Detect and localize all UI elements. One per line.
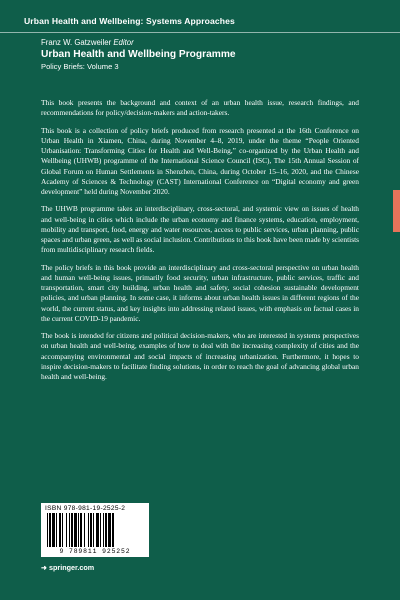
barcode-bar xyxy=(88,513,89,547)
barcode-bar xyxy=(74,513,77,547)
barcode-bar xyxy=(69,513,70,547)
paragraph-1: This book presents the background and context of an urban health issue, research findings, and recommendations for policy/decision-makers and action-takers. xyxy=(41,98,359,118)
barcode-bar xyxy=(90,513,92,547)
barcode-bar xyxy=(78,513,79,547)
paragraph-4: The policy briefs in this book provide an interdisciplinary and cross-sectoral perspective on urban health and human well-being issues, primarily food security, urban infrastructure, public services, traffic and transportation, smart city building, urban health and safety, social cohesion sustainable development policies, and urban planning. In some case, it informs about urban health issues in different regions of the world, the current status, and key insights into addressing related issues, with emphasis on factual cases in the current COVID-19 pandemic. xyxy=(41,262,359,323)
barcode-bar xyxy=(56,513,57,547)
barcode-bar xyxy=(80,513,82,547)
side-color-tab xyxy=(393,190,400,232)
barcode-bar xyxy=(59,513,61,547)
barcode-digits: 9 789811 925252 xyxy=(59,548,131,555)
paragraph-3: The UHWB programme takes an interdisciplinary, cross-sectoral, and systemic view on issues of health and well-being in cities which include the urban economy and finance systems, education, employment, mobility and transport, food, energy and water resources, access to public services, urban planning, public spaces and urban green, as well as social inclusion. Contributions to this book have been made by scientists from multidisciplinary research fields. xyxy=(41,204,359,255)
barcode-bar xyxy=(52,513,55,547)
barcode-bar xyxy=(96,513,99,547)
editor-role: Editor xyxy=(113,38,134,47)
barcode-bar xyxy=(105,513,107,547)
barcode-bar xyxy=(108,513,111,547)
isbn-label: ISBN 978-981-19-2525-2 xyxy=(45,505,126,512)
editor-name: Franz W. Gatzweiler xyxy=(41,38,112,47)
paragraph-2: This book is a collection of policy briefs produced from research presented at the 16th Conference on Urban Health in Xiamen, China, during November 4–8, 2019, under the theme “People Oriented Urbanisation: Transforming Cities for Health and Well-Being,” co-organized by the Urban Health and Wellbeing (UHWB) programme of the International Science Council (ISC), The 15th Annual Session of Global Forum on Human Settlements in Shenzhen, China, during October 15–16, 2020, and the Chinese Academy of Sciences & Technology (CAST) International Conference on “Digital economy and green development” held during November 2020. xyxy=(41,125,359,196)
series-divider xyxy=(0,32,400,33)
barcode-bar xyxy=(84,513,85,547)
book-subtitle: Policy Briefs: Volume 3 xyxy=(41,62,119,71)
barcode-graphic xyxy=(45,513,145,547)
publisher-url: springer.com xyxy=(49,563,95,572)
barcode-bar xyxy=(100,513,101,547)
barcode-box xyxy=(41,503,149,557)
barcode-bar xyxy=(62,513,63,547)
publisher-link[interactable] xyxy=(41,563,94,572)
paragraph-5: The book is intended for citizens and political decision-makers, who are interested in systems perspectives on urban health and well-being, examples of how to deal with the increasing complexity of cities and the accompanying environmental and social impacts of increasing urbanization. Furthermore, it hopes to inspire decision-makers to facilitate finding solutions, in order to reach the goal of advancing global urban health and well-being. xyxy=(41,331,359,382)
editor-line xyxy=(41,38,236,47)
arrow-icon: ➜ xyxy=(41,563,48,572)
barcode-bar xyxy=(93,513,94,547)
series-title: Urban Health and Wellbeing: Systems Approaches xyxy=(24,16,235,26)
barcode-bar xyxy=(47,513,48,547)
barcode-bar xyxy=(66,513,67,547)
barcode-bar xyxy=(112,513,114,547)
book-header xyxy=(41,38,236,71)
barcode-bar xyxy=(49,513,51,547)
blurb-text xyxy=(41,98,359,390)
barcode-bar xyxy=(71,513,73,547)
barcode-bar xyxy=(103,513,104,547)
book-title: Urban Health and Wellbeing Programme xyxy=(41,49,236,60)
